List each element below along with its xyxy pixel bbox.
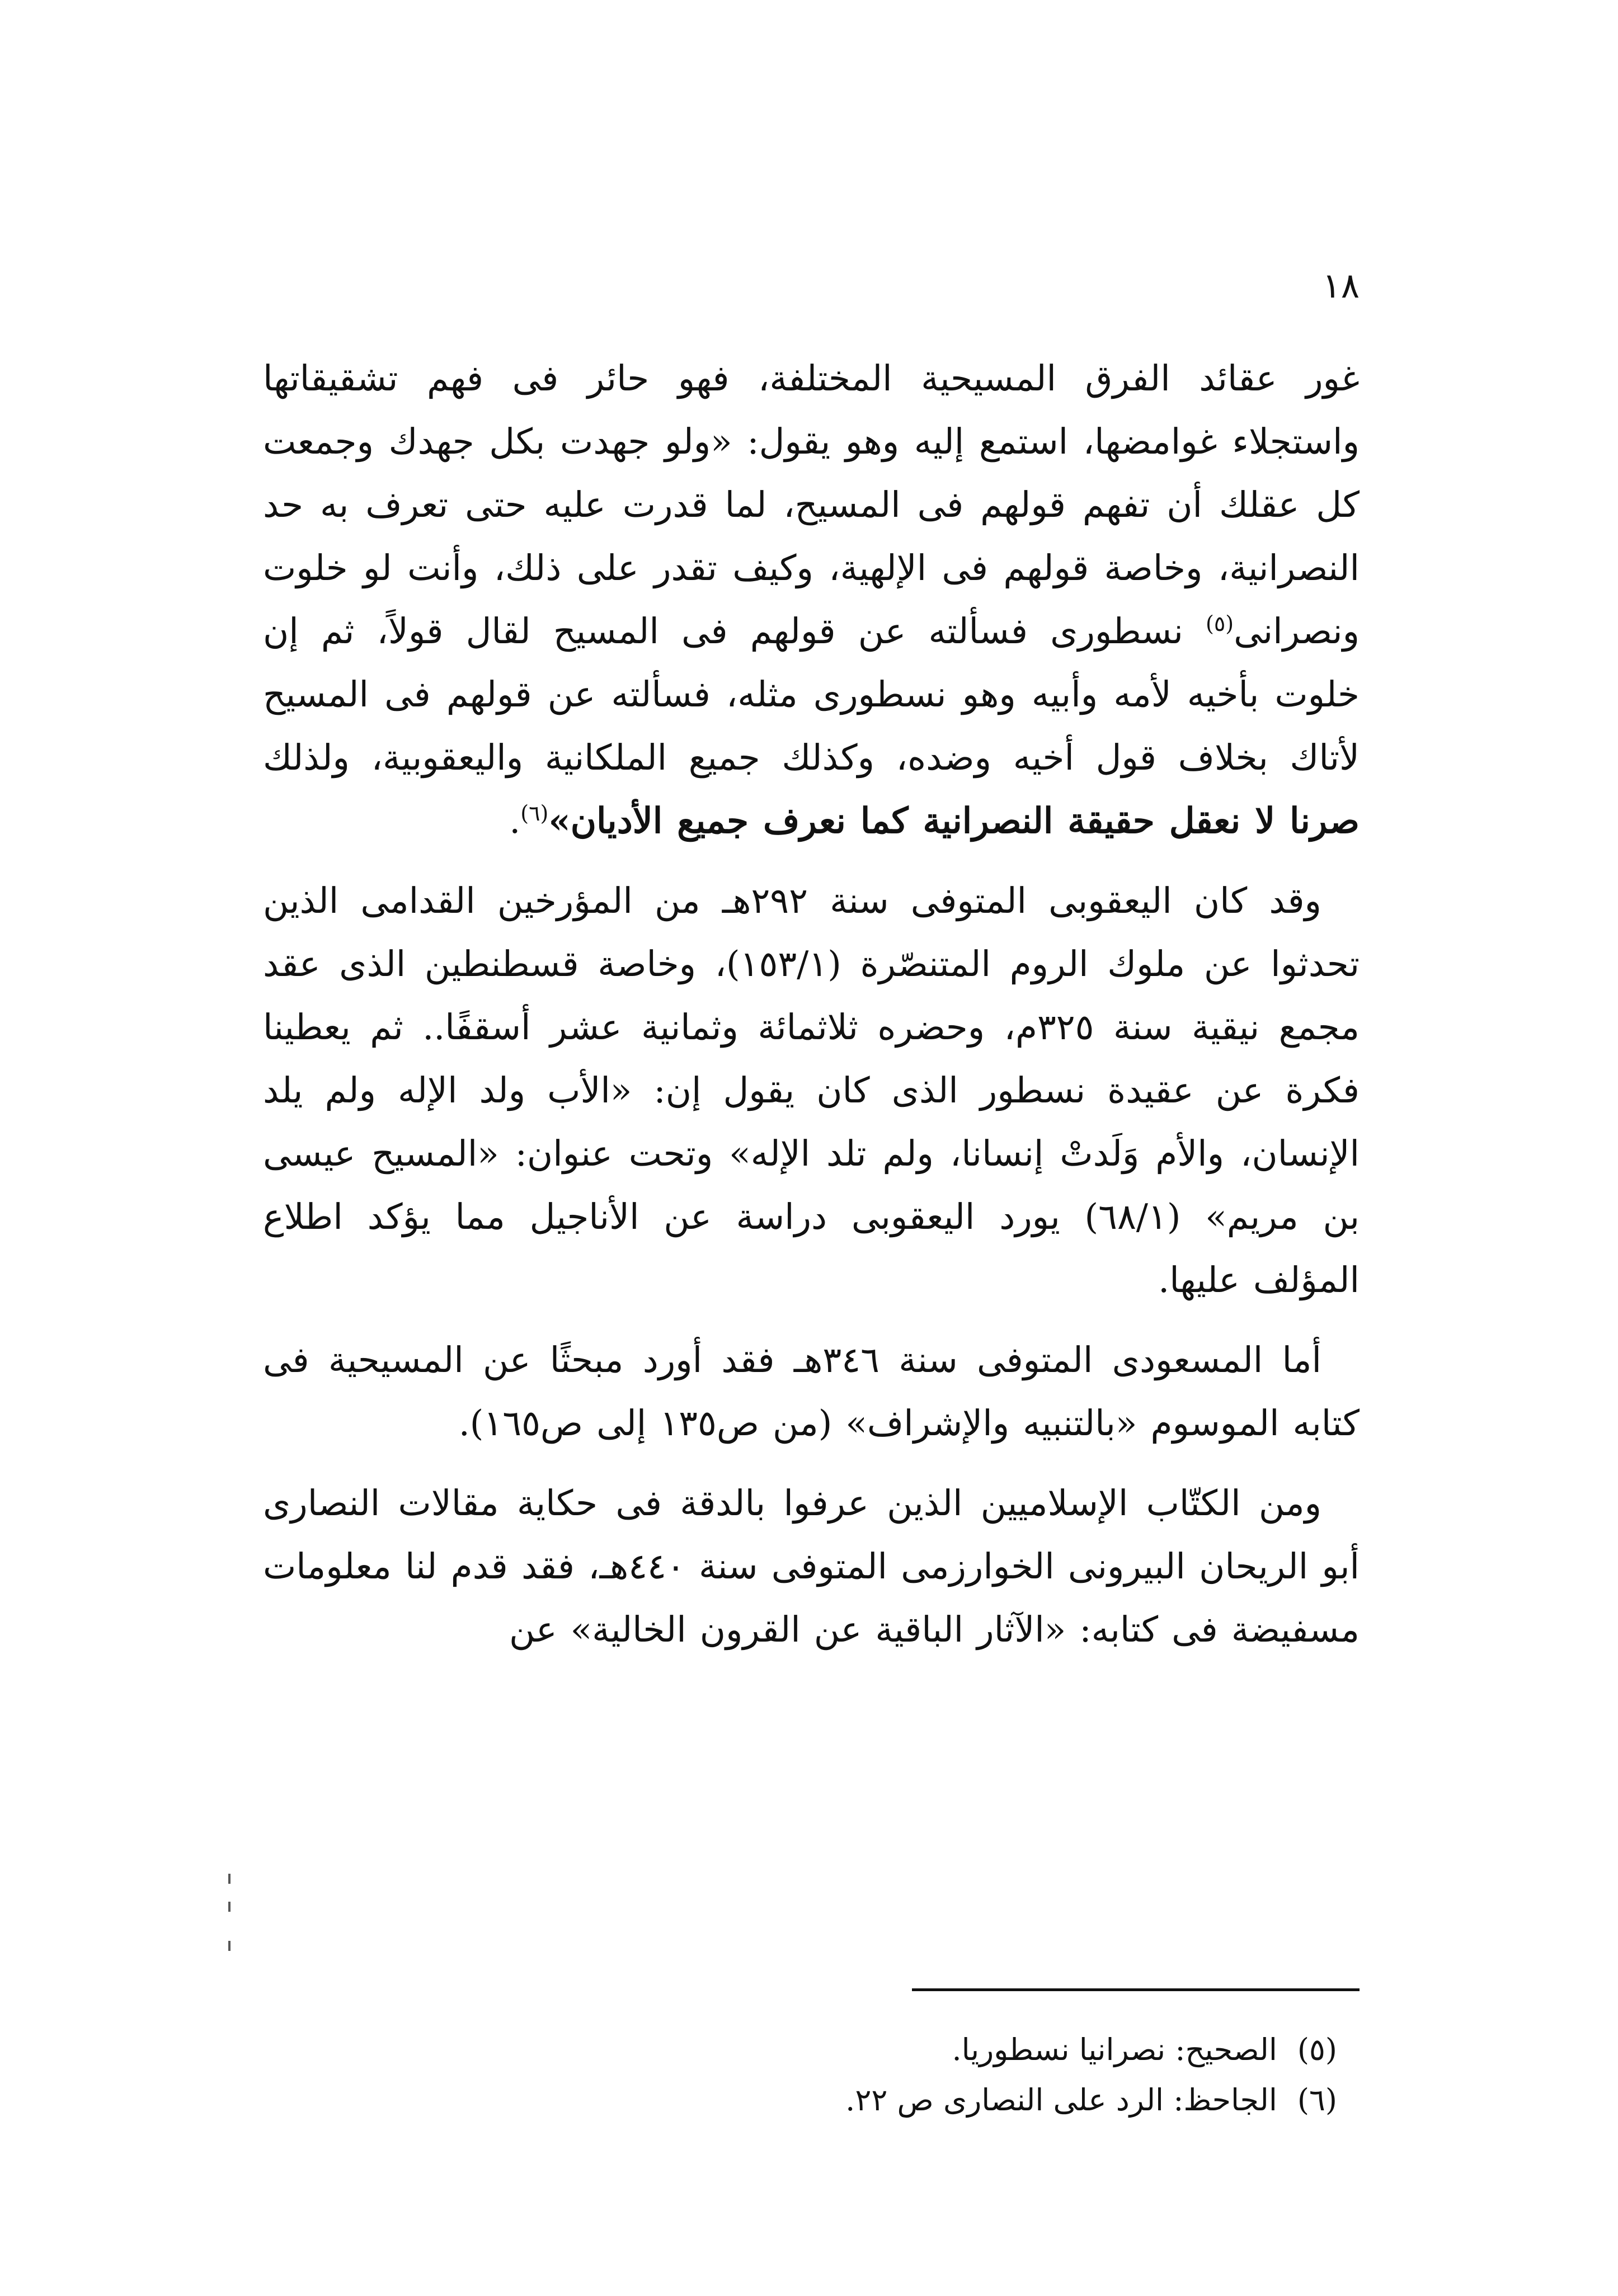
footnote-5-number: (٥): [1297, 2032, 1337, 2067]
paragraph-1-text-after: .: [509, 800, 521, 841]
paragraph-1: [263, 347, 1360, 852]
footnote-6: [263, 2075, 1360, 2125]
footnote-5: [263, 2025, 1360, 2075]
footnote-6-number: (٦): [1297, 2082, 1337, 2118]
paragraph-3: أما المسعودى المتوفى سنة ٣٤٦هـ فقد أورد مبحثًا عن المسيحية فى كتابه الموسوم «بالتنبيه والإشراف» (من ص١٣٥ إلى ص١٦٥).: [263, 1340, 1360, 1444]
paragraph-2: وقد كان اليعقوبى المتوفى سنة ٢٩٢هـ من المؤرخين القدامى الذين تحدثوا عن ملوك الروم المتنصّرة (١٥٣/١)، وخاصة قسطنطين الذى عقد مجمع نيقية سنة ٣٢٥م، وحضره ثلاثمائة وثمانية عشر أسقفًا.. ثم يعطينا فكرة عن عقيدة نسطور الذى كان يقول إن: «الأب ولد الإله ولم يلد الإنسان، والأم وَلَدتْ إنسانا، ولم تلد الإله» وتحت عنوان: «المسيح عيسى بن مريم» (٦٨/١) يورد اليعقوبى دراسة عن الأناجيل مما يؤكد اطلاع المؤلف عليها.: [263, 880, 1360, 1300]
paragraph-1-bold-quote: صرنا لا نعقل حقيقة النصرانية كما نعرف جميع الأديان»: [548, 800, 1360, 841]
paragraph-4: ومن الكتّاب الإسلاميين الذين عرفوا بالدقة فى حكاية مقالات النصارى أبو الريحان البيرونى الخوارزمى المتوفى سنة ٤٤٠هـ، فقد قدم لنا معلومات مسفيضة فى كتابه: «الآثار الباقية عن القرون الخالية» عن: [263, 1483, 1360, 1650]
body-text: [263, 347, 1360, 1661]
paragraph-1-text-middle: نسطورى فسألته عن قولهم فى المسيح لقال قولاً، ثم إن خلوت بأخيه لأمه وأبيه وهو نسطورى مثله، فسألته عن قولهم فى المسيح لأتاك بخلاف قول أخيه وضده، وكذلك جميع الملكانية واليعقوبية، ولذلك: [263, 611, 1360, 778]
footnote-6-text: الجاحظ: الرد على النصارى ص ٢٢.: [845, 2082, 1277, 2118]
footnote-ref-5: (٥): [1206, 611, 1234, 636]
footnotes: [263, 2025, 1360, 2125]
page-number: ١٨: [1322, 265, 1360, 306]
footnote-5-text: الصحيح: نصرانيا نسطوريا.: [952, 2032, 1277, 2067]
footnote-separator: [912, 1988, 1360, 1991]
paragraph-1-text-before: غور عقائد الفرق المسيحية المختلفة، فهو حائر فى فهم تشقيقاتها واستجلاء غوامضها، استمع إليه وهو يقول: «ولو جهدت بكل جهدك وجمعت كل عقلك أن تفهم قولهم فى المسيح، لما قدرت عليه حتى تعرف به حد النصرانية، وخاصة قولهم فى الإلهية، وكيف تقدر على ذلك، وأنت لو خلوت ونصرانى: [263, 358, 1360, 652]
scan-margin-marks: [228, 1874, 232, 1952]
footnote-ref-6: (٦): [520, 801, 549, 826]
